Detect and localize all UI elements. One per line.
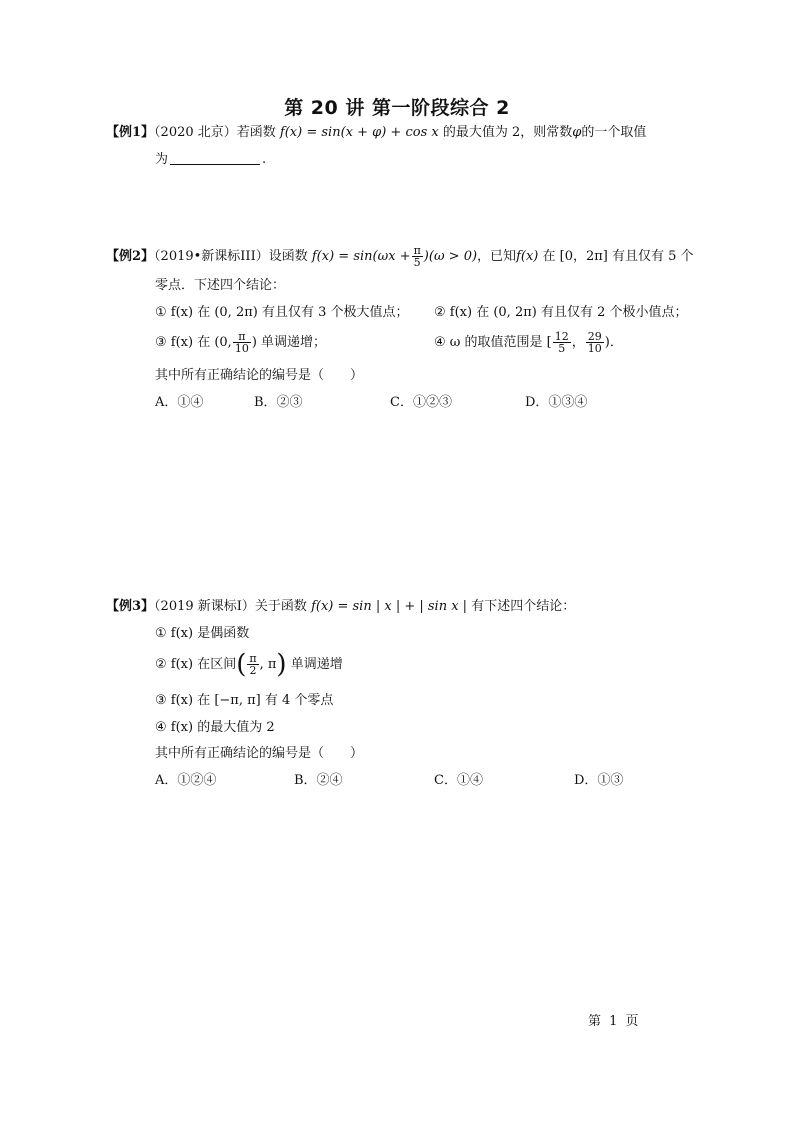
example-3-option-a[interactable]: A．①②④ xyxy=(155,773,217,788)
example-2-formula-a: f(x) = sin(ωx + xyxy=(311,249,411,264)
statement-2-text-b: 单调递增 xyxy=(290,657,343,672)
example-2-option-b[interactable]: B．②③ xyxy=(254,395,303,410)
example-2-line-1 xyxy=(106,244,694,270)
page-title: 第 20 讲 第一阶段综合 2 xyxy=(284,97,510,119)
example-2-formula-b: )(ω > 0) xyxy=(423,249,478,264)
question-end: ） xyxy=(350,746,364,761)
example-3-tag: 【例3】 xyxy=(106,599,155,614)
example-2-statement-2: ② f(x) 在 (0, 2π) 有且仅有 2 个极小值点； xyxy=(434,305,688,320)
example-1-phi: φ xyxy=(572,125,582,140)
answer-blank[interactable] xyxy=(170,150,260,165)
example-2-statement-4 xyxy=(434,330,623,356)
example-1-line-1 xyxy=(106,124,646,142)
example-1-answer-label: 为 xyxy=(155,152,169,167)
example-2-statement-3 xyxy=(155,330,326,356)
example-3-text-b: 有下述四个结论： xyxy=(471,599,576,614)
fraction-denominator: 10 xyxy=(234,342,249,355)
fraction-numerator: π xyxy=(249,652,257,665)
example-1-source: （2020 北京） xyxy=(154,125,237,140)
example-3-statement-3: ③ f(x) 在 [−π, π] 有 4 个零点 xyxy=(155,693,334,708)
example-1-end: . xyxy=(262,152,267,167)
statement-2-text-a: ② f(x) 在区间 xyxy=(155,657,237,672)
fraction-denominator: 10 xyxy=(587,342,602,355)
page-number: 第 1 页 xyxy=(588,1014,641,1029)
example-3-question xyxy=(155,745,363,763)
fraction-numerator: π xyxy=(413,244,421,257)
fraction-12-over-5 xyxy=(553,331,571,354)
example-1-text: 若函数 xyxy=(236,125,276,140)
statement-3-text-b: ) 单调递增； xyxy=(251,335,327,350)
example-2-option-d[interactable]: D．①③④ xyxy=(525,395,588,410)
example-2-source: （2019•新课标III） xyxy=(154,249,269,264)
example-2-text-b: ，已知 xyxy=(477,249,517,264)
example-1-text-b: 的最大值为 2，则常数 xyxy=(442,125,573,140)
example-3-statement-2 xyxy=(155,650,343,680)
example-2-option-c[interactable]: C．①②③ xyxy=(390,395,452,410)
close-paren: ) xyxy=(276,649,287,680)
example-3-source: （2019 新课标I） xyxy=(154,599,255,614)
example-3-option-c[interactable]: C．①④ xyxy=(434,773,483,788)
example-2-question xyxy=(155,367,363,385)
statement-2-interval-end: , π xyxy=(259,657,277,672)
fraction-numerator: π xyxy=(233,331,251,343)
example-1-text-c: 的一个取值 xyxy=(581,125,647,140)
fraction-pi-over-2 xyxy=(247,653,258,676)
statement-3-text-a: ③ f(x) 在 (0, xyxy=(155,335,232,350)
example-2-tag: 【例2】 xyxy=(106,249,155,264)
fraction-numerator: 12 xyxy=(554,330,569,343)
example-3-option-d[interactable]: D．①③ xyxy=(574,773,624,788)
statement-4-text-a: ④ ω 的取值范围是 [ xyxy=(434,335,552,350)
example-3-option-b[interactable]: B．②④ xyxy=(294,773,343,788)
example-3-statement-1: ① f(x) 是偶函数 xyxy=(155,626,250,641)
example-3-formula: f(x) = sin | x | + | sin x | xyxy=(311,599,468,614)
question-text: 其中所有正确结论的编号是（ xyxy=(155,746,325,761)
question-end: ） xyxy=(350,368,364,383)
fraction-denominator: 2 xyxy=(249,664,257,677)
statement-4-separator: ， xyxy=(571,335,585,350)
open-paren: ( xyxy=(236,649,247,680)
fraction-denominator: 5 xyxy=(413,256,421,269)
example-2-text: 设函数 xyxy=(268,249,308,264)
example-1-formula: f(x) = sin(x + φ) + cos x xyxy=(279,125,439,140)
example-3-statement-4: ④ f(x) 的最大值为 2 xyxy=(155,720,275,735)
example-2-text-c: 在 [0，2π] 有且仅有 5 个 xyxy=(542,249,694,264)
statement-4-text-b: )． xyxy=(604,335,623,350)
question-text: 其中所有正确结论的编号是（ xyxy=(155,368,325,383)
fraction-pi-over-5 xyxy=(412,245,423,268)
fraction-pi-over-10 xyxy=(233,331,251,354)
example-1-line-2 xyxy=(155,150,266,169)
example-2-option-a[interactable]: A．①④ xyxy=(155,395,204,410)
fraction-numerator: 29 xyxy=(587,330,602,343)
example-2-line-2: 零点．下述四个结论： xyxy=(155,278,286,293)
example-3-text: 关于函数 xyxy=(254,599,307,614)
fraction-denominator: 5 xyxy=(558,342,566,355)
fraction-29-over-10 xyxy=(586,331,604,354)
example-2-fx: f(x) xyxy=(516,249,539,264)
example-2-statement-1: ① f(x) 在 (0, 2π) 有且仅有 3 个极大值点； xyxy=(155,305,409,320)
example-3-line-1 xyxy=(106,598,575,616)
example-1-tag: 【例1】 xyxy=(106,125,155,140)
